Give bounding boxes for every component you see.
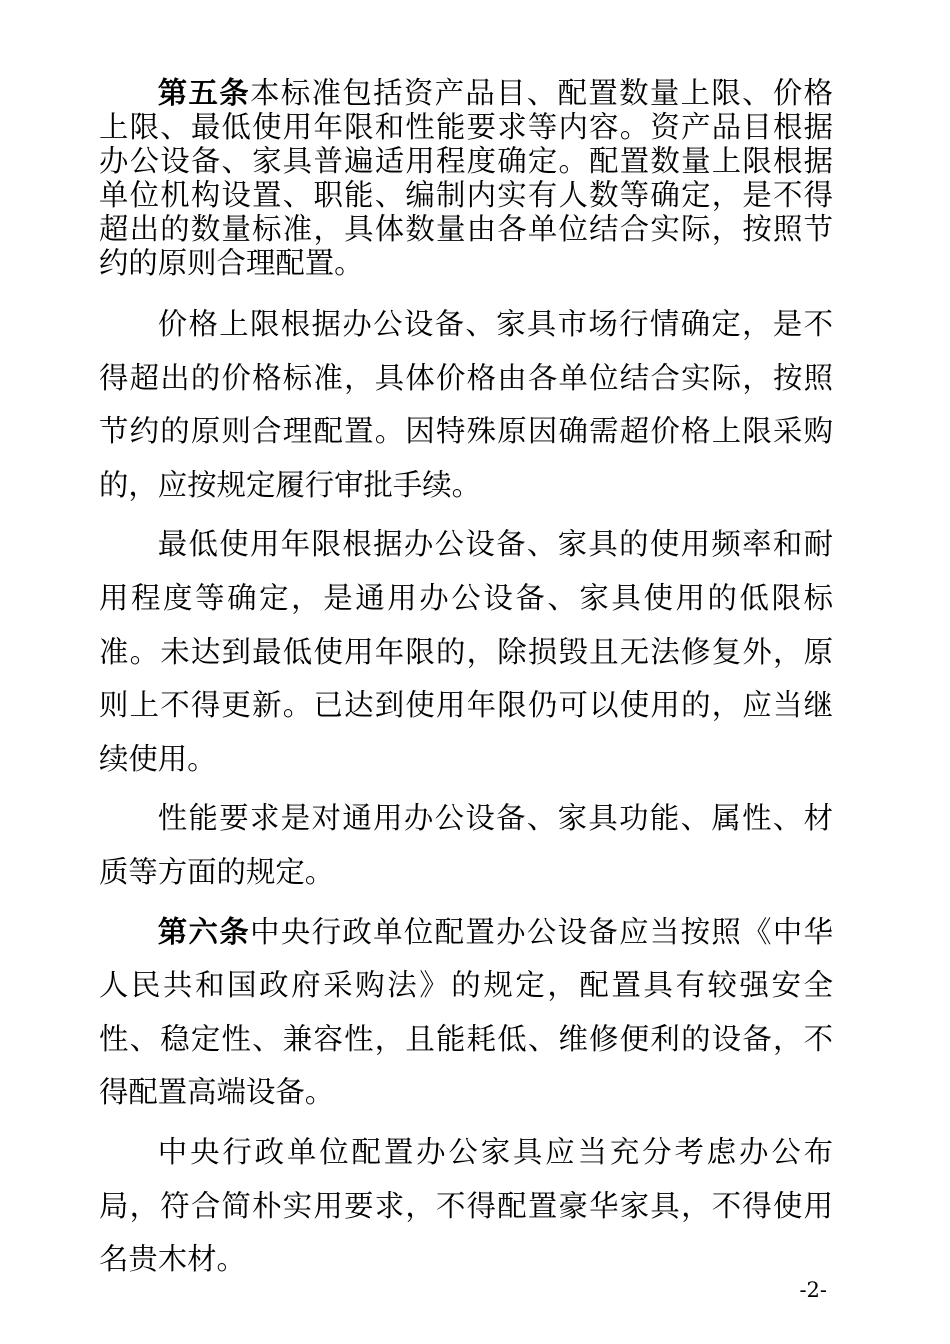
paragraph-text: 性能要求是对通用办公设备、家具功能、属性、材质等方面的规定。 (99, 801, 833, 889)
paragraph-performance-requirements (99, 792, 833, 899)
paragraph-text: 中央行政单位配置办公家具应当充分考虑办公布局，符合简朴实用要求，不得配置豪华家具，不得使用名贵木材。 (99, 1134, 833, 1277)
paragraph-article-5 (99, 76, 833, 280)
paragraph-article-6 (99, 906, 833, 1120)
page-number: -2- (799, 1278, 827, 1302)
paragraph-price-limit (99, 298, 833, 512)
paragraph-office-furniture (99, 1126, 833, 1287)
document-body (99, 76, 833, 1293)
article-label: 第六条 (157, 914, 251, 949)
paragraph-text: 价格上限根据办公设备、家具市场行情确定，是不得超出的价格标准，具体价格由各单位结合实际，按照节约的原则合理配置。因特殊原因确需超价格上限采购的，应按规定履行审批手续。 (99, 307, 833, 502)
paragraph-text: 中央行政单位配置办公设备应当按照《中华人民共和国政府采购法》的规定，配置具有较强安全性、稳定性、兼容性，且能耗低、维修便利的设备，不得配置高端设备。 (99, 914, 834, 1110)
article-label: 第五条 (157, 76, 251, 110)
paragraph-text: 最低使用年限根据办公设备、家具的使用频率和耐用程度等确定，是通用办公设备、家具使用的低限标准。未达到最低使用年限的，除损毁且无法修复外，原则上不得更新。已达到使用年限仍可以使用的，应当继续使用。 (99, 527, 833, 776)
paragraph-text: 本标准包括资产品目、配置数量上限、价格上限、最低使用年限和性能要求等内容。资产品目根据办公设备、家具普遍适用程度确定。配置数量上限根据单位机构设置、职能、编制内实有人数等确定，是不得超出的数量标准，具体数量由各单位结合实际，按照节约的原则合理配置。 (99, 76, 834, 280)
paragraph-minimum-service-life (99, 518, 833, 786)
